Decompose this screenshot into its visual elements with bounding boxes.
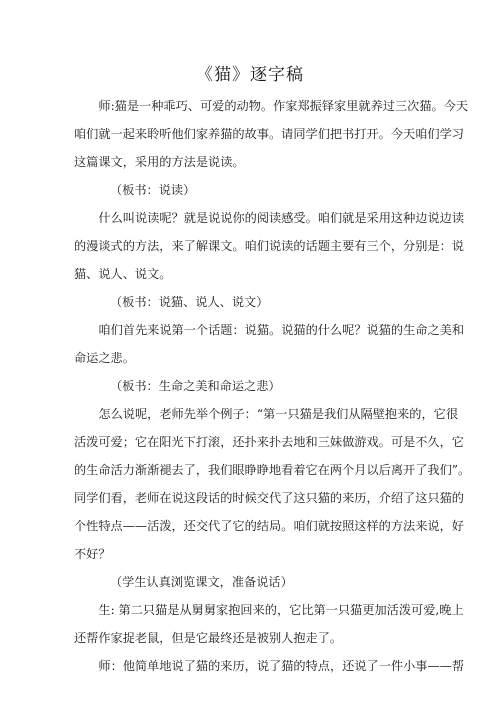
paragraph [74, 596, 464, 652]
paragraph [74, 652, 465, 680]
text-line: 还帮作家捉老鼠，但是它最终还是被别人抱走了。 [74, 631, 343, 645]
board-note [74, 372, 440, 400]
text-line: （板书：生命之美和命运之悲） [110, 379, 281, 393]
paragraph [74, 204, 465, 288]
text-line: （板书：说猫、说人、说文） [110, 295, 269, 309]
text-line: 咱们首先来说第一个话题：说猫。说猫的什么呢？说猫的生命之美和 [98, 323, 465, 337]
board-note [74, 288, 440, 316]
document-title: 《猫》逐字稿 [196, 65, 304, 85]
text-line: 活泼可爱；它在阳光下打滚，还扑来扑去地和三妹做游戏。可是不久，它 [74, 435, 464, 449]
stage-note [74, 568, 440, 596]
text-line: 咱们就一起来聆听他们家养猫的故事。请同学们把书打开。今天咱们学习 [74, 127, 464, 141]
text-line: 师：他简单地说了猫的来历，说了猫的特点，还说了一件小事——帮 [98, 659, 465, 673]
text-line: （板书：说读） [110, 183, 196, 197]
text-line: 的生命活力渐渐褪去了，我们眼睁睁地看着它在两个月以后离开了我们”。 [74, 463, 471, 477]
text-line: 怎么说呢，老师先举个例子：“第一只猫是我们从隔壁抱来的，它很 [98, 407, 459, 421]
text-line: 不好？ [74, 547, 111, 561]
text-line: 什么叫说读呢？就是说说你的阅读感受。咱们就是采用这种边说边读 [98, 211, 465, 225]
paragraph [74, 400, 471, 568]
text-line: 的漫谈式的方法，来了解课文。咱们说读的话题主要有三个，分别是：说 [74, 239, 464, 253]
text-line: 猫、说人、说文。 [74, 267, 172, 281]
text-line: 生: 第二只猫是从舅舅家抱回来的，它比第一只猫更加活泼可爱,晚上 [98, 603, 464, 617]
text-line: 同学们看，老师在说这段话的时候交代了这只猫的来历，介绍了这只猫的 [74, 491, 464, 505]
paragraph [74, 92, 469, 176]
text-line: 个性特点——活泼，还交代了它的结局。咱们就按照这样的方法来说，好 [74, 519, 464, 533]
text-line: 师:猫是一种乖巧、可爱的动物。作家郑振铎家里就养过三次猫。今天 [98, 99, 469, 113]
paragraph [74, 316, 465, 372]
text-line: （学生认真浏览课文，准备说话） [110, 575, 293, 589]
board-note [74, 176, 440, 204]
text-line: 命运之悲。 [74, 351, 135, 365]
text-line: 这篇课文，采用的方法是说读。 [74, 155, 245, 169]
